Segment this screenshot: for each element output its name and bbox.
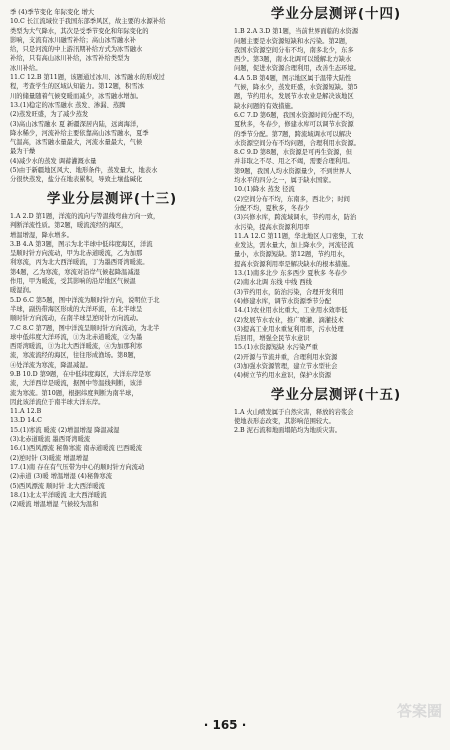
answer-line: (2)空间分布不均，东南多，西北少；时间: [234, 195, 350, 203]
answer-line: 缺水问题的有效措施。: [234, 102, 297, 110]
answer-line: 业发达，需水量大，加上降水少，河流径流: [234, 242, 354, 250]
answer-line: 17.(1)南 存在有气压带为中心的顺时针方向流动: [10, 463, 145, 471]
answer-line: (4)修建水库，调节水资源季节分配: [234, 297, 332, 305]
answer-line: (2)逆时针 (3)暖流 增温增湿: [10, 454, 89, 462]
answer-line: 13.(1)南多北少 东多西少 夏秋多 冬春少: [234, 270, 348, 278]
answer-line: (3)兴修水库，跨流域调水，节约用水，防治: [234, 214, 357, 222]
answer-line: 西哥湾暖流，③为北大西洋暖流，④为加那利寒: [10, 343, 143, 351]
answer-line: 后回用，增强全民节水意识: [234, 335, 310, 343]
answer-line: 2.B 泥石流和地面塌陷均为地质灾害。: [234, 427, 342, 435]
answer-line: 7.C 8.C 第7题，图中洋流呈顺时针方向流动，为北半: [10, 324, 160, 332]
answer-line: 水资源空间分布不均问题，合理利用水资源。: [234, 139, 360, 147]
answer-line: 1.A 2.D 第1题，洋流的流向与等温线弯曲方向一致，: [10, 212, 160, 220]
answer-line: 补给，只有高山冰川补给，冰雪补给类型为: [10, 55, 130, 63]
answer-line: 流，寒流流经的海区，往往形成渔场。第8题，: [10, 352, 140, 360]
answer-line: (4)减少水的蒸发 调蓄灌溉水量: [10, 157, 97, 165]
answer-line: (2)南水北调 东线 中线 西线: [234, 279, 312, 287]
left-column: [10, 8, 214, 509]
answer-line: (5)由于新疆地区风大、地形条件，蒸发量大，地表水: [10, 167, 158, 175]
answer-line: 11.C 12.B 第11题，该题通过冰川、冰雪融水的形成过: [10, 74, 165, 82]
right-column: [234, 8, 438, 436]
answer-line: 使地表形态改变，其影响范围较大。: [234, 418, 335, 426]
answer-line: 降水稀少，河流补给主要依靠高山冰雪融水，夏季: [10, 129, 149, 137]
answer-line: 西少。第3题，南水北调可以缓解北方缺水: [234, 56, 352, 64]
answer-line: 作用，甲为暖流，受其影响的沿岸地区气候温: [10, 278, 136, 286]
answer-line: 程，考查学生的区域认知能力。第12题，积雪冰: [10, 83, 144, 91]
answer-line: 第9题，我国人均水资源量少，不到世界人: [234, 167, 352, 175]
answer-line: 18.(1)北太平洋暖流 北大西洋暖流: [10, 491, 107, 499]
answer-line: 1.B 2.A 3.D 第1题，当前世界面临的水资源: [234, 28, 359, 36]
answer-line: 10.C 长江流域位于我国东部季风区，故主要的水源补给: [10, 18, 166, 26]
answer-line: (3)节约用水，防治污染，合理开发利用: [234, 288, 344, 296]
answer-line: 呈顺时针方向流动，甲为北赤道暖流，乙为加那: [10, 250, 143, 258]
answer-line: 顺时针方向流动，在南半球呈逆时针方向流动。: [10, 315, 143, 323]
answer-line: 8.C 9.D 第8题，水资源是可再生资源，但: [234, 149, 353, 157]
section-title-15: 学业分层测评(十五): [270, 386, 402, 403]
answer-line: (3)加强水资源管理，建立节水型社会: [234, 362, 338, 370]
answer-line: 利寒流，丙为北大西洋暖流，丁为墨西哥湾暖流。: [10, 259, 149, 267]
answer-line: 流，大洋西岸是暖流，据图中等温线判断，该洋: [10, 380, 143, 388]
answer-line: (3)提高工业用水重复利用率，污水处理: [234, 325, 344, 333]
answer-line: 的季节分配。第7题，跨流域调水可以解决: [234, 130, 352, 138]
page-number: · 165 ·: [203, 718, 247, 732]
answer-line: (3)北赤道暖流 墨西哥湾暖流: [10, 436, 91, 444]
answer-line: 流为寒流。第10题，根据纬度判断为南半球，: [10, 389, 138, 397]
answer-line: 13.(1)稳定的冰雪融水 蒸发、渗漏、蒸腾: [10, 101, 126, 109]
answer-line: 11.A 12.B: [10, 408, 42, 416]
answer-block-top: [10, 8, 214, 185]
answer-line: 10.(1)降水 蒸发 径流: [234, 186, 295, 194]
answer-line: 14.(1)农业用水比重大，工业用水效率低: [234, 307, 348, 315]
answer-line: (5)西风漂流 顺时针 北大西洋暖流: [10, 482, 105, 490]
answer-line: 暖湿润。: [10, 287, 36, 295]
watermark-logo: 答案圈: [396, 702, 442, 720]
answer-line: (2)发展节水农业，推广喷灌、滴灌技术: [234, 316, 344, 324]
answer-line: 因此该洋流位于南半球大洋东岸。: [10, 398, 105, 406]
answer-line: (2)暖流 增温增湿 气候较为温和: [10, 501, 99, 509]
answer-line: 16.(1)西风漂流 秘鲁寒流 南赤道暖流 巴西暖流: [10, 445, 142, 453]
answer-line: 4.A 5.B 第4题，图示地区属于温带大陆性: [234, 74, 352, 82]
answer-line: 类型为大气降水，其次是受季节变化和年际变化的: [10, 27, 149, 35]
answer-line: 冰川补给。: [10, 64, 42, 72]
answer-line: 给，只是河流的中上游汛期补给方式为冰雪融水: [10, 46, 143, 54]
answer-line: 分很快蒸发，盐分在地表累积，导致土壤盐碱化: [10, 176, 143, 184]
answer-line: 量小，水资源短缺。第12题，节约用水，: [234, 251, 350, 259]
answer-line: 川的储量随着气候变暖而减少，冰雪融水增加。: [10, 92, 143, 100]
answer-line: 均水平的四分之一，属于缺水国家。: [234, 177, 335, 185]
answer-line: 最为干燥: [10, 148, 36, 156]
answer-line: 季 (4)季节变化 年际变化 增大: [10, 9, 95, 16]
answer-block-14: [234, 27, 438, 380]
answer-line: 我国水资源空间分布不均，南多北少，东多: [234, 46, 354, 54]
answer-line: 15.(1)寒流 暖流 (2)增温增湿 降温减湿: [10, 426, 120, 434]
answer-line: 5.D 6.C 第5题，图中洋流为顺时针方向，说明位于北: [10, 296, 160, 304]
answer-line: 6.C 7.D 第6题，我国水资源时间分配不均，: [234, 111, 359, 119]
answer-line: 气温高，冰雪融水量最大，河流水量最大，气候: [10, 139, 143, 147]
answer-line: (4)树立节约用水意识，保护水资源: [234, 372, 332, 380]
answer-line: 夏秋多，冬春少，修建水库可以调节水资源: [234, 121, 354, 129]
answer-line: 第4题，乙为寒流，寒流对沿岸气候起降温减湿: [10, 268, 140, 276]
answer-block-13: [10, 212, 214, 510]
answer-block-15: [234, 408, 438, 436]
answer-line: 提高水资源利用率是解决缺水的根本措施。: [234, 260, 354, 268]
answer-line: 分配不均，夏秋多，冬春少: [234, 204, 310, 212]
answer-line: 11.A 12.C 第11题，华北地区人口密集，工农: [234, 232, 364, 240]
answer-line: 问题主要是水资源短缺和水污染。第2题，: [234, 37, 352, 45]
section-title-14: 学业分层测评(十四): [270, 6, 402, 22]
answer-line: 1.A 火山喷发属于自然灾害，释放的岩浆会: [234, 408, 354, 416]
answer-line: (2)开源与节流并重，合理利用水资源: [234, 353, 338, 361]
answer-line: 球中低纬度大洋环流，①为北赤道暖流，②为墨: [10, 333, 143, 341]
answer-line: (2)赤道 (3)暖 增温增湿 (4)秘鲁寒流: [10, 473, 113, 481]
answer-line: 气候，降水少，蒸发旺盛，水资源短缺。第5: [234, 84, 358, 92]
answer-line: (3)高山冰雪融水 夏 新疆深居内陆，远离海洋，: [10, 120, 143, 128]
answer-line: 并非取之不尽、用之不竭，需要合理利用。: [234, 158, 354, 166]
answer-line: 水污染，提高水资源利用率: [234, 223, 310, 231]
answer-line: 9.B 10.D 第9题，在中低纬度海区，大洋东岸是寒: [10, 370, 151, 378]
answer-line: 题，节约用水，发展节水农业是解决该地区: [234, 93, 354, 101]
answer-line: 问题，促进水资源合理利用，改善生态环境。: [234, 65, 360, 73]
answer-line: 增温增湿，降水增多。: [10, 231, 73, 239]
answer-line: 判断洋流性质。第2题，暖流流经的海区，: [10, 222, 128, 230]
answer-line: 3.B 4.A 第3题，图示为北半球中低纬度海区，洋流: [10, 240, 153, 248]
answer-line: 半球，副热带海区形成的大洋环流，在北半球呈: [10, 305, 143, 313]
answer-line: ④处洋流为寒流，降温减湿。: [10, 361, 92, 369]
answer-line: 15.(1)水资源短缺 水污染严重: [234, 344, 318, 352]
section-title-13: 学业分层测评(十三): [46, 190, 178, 207]
answer-line: 13.D 14.C: [10, 417, 42, 425]
answer-line: (2)蒸发旺盛，为了减少蒸发: [10, 111, 89, 119]
answer-line: 影响，支流有冰川融雪补给；高山冰雪融水补: [10, 36, 136, 44]
